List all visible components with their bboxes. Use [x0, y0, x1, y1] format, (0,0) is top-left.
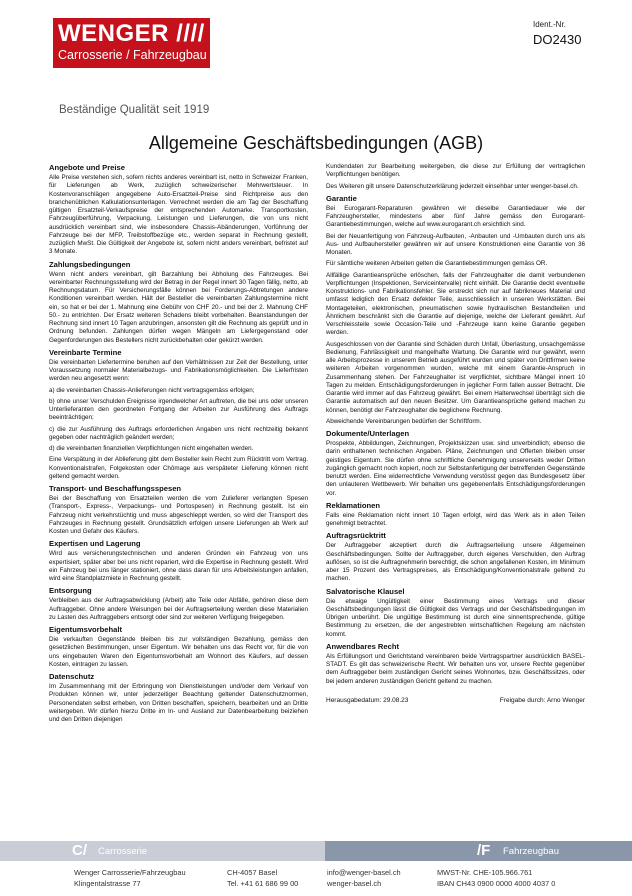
page-title: Allgemeine Geschäftsbedingungen (AGB): [148, 133, 484, 153]
agb-section: [326, 587, 585, 639]
section-paragraph: Kundendaten zur Bearbeitung weitergeben, die diese zur Erfüllung der vertraglichen Verpflichtungen benötigen.: [326, 163, 585, 179]
section-heading: Angebote und Preise: [49, 163, 125, 172]
section-heading: Dokumente/Unterlagen: [326, 429, 410, 438]
section-paragraph: Bei der Beschaffung von Ersatzteilen werden die vom Zulieferer verlangten Spesen (Transport-, Express-, Verpackungs- und Portospesen) in Rechnung gestellt. Ist ein Fahrzeug nicht verkehrstüchtig und muss abgeschleppt werden, so wird der Transport des Fahrzeuges in Rechnung gestellt. Grundsätzlich erfolgen unsere Lieferungen ab Werk auf Kosten und Gefahr des Käufers.: [49, 495, 308, 535]
section-heading: Expertisen und Lagerung: [49, 539, 141, 549]
left-column: [49, 163, 308, 727]
agb-section: [326, 194, 585, 426]
document-id-value: DO2430: [533, 32, 582, 47]
section-paragraph: a) die vereinbarten Chassis-Anlieferungen nicht vertragsgemäss erfolgen;: [49, 386, 255, 394]
section-paragraph: Allfällige Garantieansprüche erlöschen, falls der Fahrzeughalter die damit verbundenen Verpflichtungen (Inspektionen, Serviceintervalle) nicht einhält. Die Garantie deckt eventuelle Konstruktions- und Fabrikationsfehler. Sie erstreckt sich nur auf fabrikneues Material und umfasst lediglich den Ersatz defekter Teile, ausschliesslich in unseren Werkstätten. Bei Montageteilen, elektronischen, pneumatischen sowie hydraulischen Bestandteilen und Ähnlichem beschränkt sich die Garantie auf diejenige, welche der Lieferant gewährt. Auf Verschleissteile sowie Occasion-Teile und -Fahrzeuge kann keine Garantie gegeben werden.: [326, 271, 585, 337]
footer-band-carrosserie: [0, 841, 325, 861]
carrosserie-label: Carrosserie: [98, 846, 148, 857]
footer-band-fahrzeugbau: [325, 841, 632, 861]
section-heading: Garantie: [326, 193, 357, 203]
agb-section: [49, 625, 308, 669]
section-paragraph: Des Weiteren gilt unsere Datenschutzerklärung jederzeit einsehbar unter wenger-basel.ch.: [326, 182, 579, 190]
footer-email: info@wenger-basel.ch: [327, 868, 401, 877]
section-paragraph: Eine Verspätung in der Ablieferung gibt dem Besteller kein Recht zum Rücktritt vom Vertrag. Konventionalstrafen, Folgekosten oder Chômage aus verspäteter Lieferung können nicht geltend gemacht werden.: [49, 456, 308, 480]
section-heading: Anwendbares Recht: [326, 641, 400, 651]
issue-date: Herausgabedatum: 29.08.23: [326, 696, 409, 704]
company-logo: [53, 18, 210, 68]
section-heading: Salvatorische Klausel: [326, 586, 405, 596]
section-paragraph: c) die zur Ausführung des Auftrags erforderlichen Angaben uns nicht rechtzeitig bekannt gegeben oder nachträglich geändert werden;: [49, 425, 308, 441]
footer-web: wenger-basel.ch: [327, 879, 382, 888]
release-by: Freigabe durch: Arno Wenger: [499, 696, 585, 704]
document-id: [533, 20, 581, 48]
section-paragraph: Für sämtliche weiteren Arbeiten gelten die Garantiebestimmungen gemäss OR.: [326, 260, 548, 268]
section-heading: Datenschutz: [49, 672, 95, 681]
section-heading: Transport- und Beschaffungsspesen: [49, 484, 182, 493]
fahrzeugbau-mark: /F: [477, 842, 491, 859]
right-column-sections: [326, 163, 585, 686]
section-heading: Eigentumsvorbehalt: [49, 625, 122, 634]
logo-subtitle: Carrosserie / Fahrzeugbau: [58, 48, 207, 62]
fahrzeugbau-label: Fahrzeugbau: [503, 846, 559, 857]
section-paragraph: Im Zusammenhang mit der Erbringung von Dienstleistungen und/oder dem Verkauf von Produkten können wir, unter jederzeitiger Beachtung geltender Datenschutznormen, Personendaten selbst erheben, von Dritten beschaffen, speichern, bearbeiten und an Dritte weitergeben. Wir dürfen hierzu Dritte im In- und Ausland zur Datenbearbeitung beiziehen und den Dritten diejenigen: [49, 683, 308, 723]
section-heading: Zahlungsbedingungen: [49, 259, 131, 269]
document-id-label: Ident.-Nr.: [533, 20, 566, 29]
right-column: [326, 163, 585, 705]
document-meta: [326, 696, 585, 705]
section-paragraph: Die verkauften Gegenstände bleiben bis zur vollständigen Bezahlung, gemäss den gesetzlichen Bestimmungen, unser Eigentum. Wir behalten uns das Recht vor, für die von uns eingebauten Waren den Eigentumsvorbehalt am Wohnort des Käufers, auf dessen Kosten, eintragen zu lassen.: [49, 636, 308, 668]
agb-section: [49, 348, 308, 481]
agb-section: [326, 429, 585, 498]
footer-phone: Tel. +41 61 686 99 00: [227, 879, 299, 888]
agb-section: [326, 642, 585, 686]
section-heading: Vereinbarte Termine: [49, 347, 122, 357]
logo-wordmark: WENGER ////: [58, 20, 205, 47]
section-paragraph: Die vereinbarten Liefertermine beruhen auf den Verhältnissen zur Zeit der Bestellung, unter Voraussetzung normaler Materialbezugs- und Fabrikationsmöglichkeiten. Die Lieferfristen werden neu angesetzt wenn:: [49, 358, 308, 383]
agb-section: [49, 539, 308, 583]
section-heading: Entsorgung: [49, 586, 92, 596]
section-paragraph: Bei der Neuanfertigung von Fahrzeug-Aufbauten, -Anbauten und -Umbauten durch uns als Aus- und Aufbauhersteller gewähren wir auf unsere Konstruktionen eine Garantie von 36 Monaten.: [326, 232, 585, 256]
section-paragraph: Ausgeschlossen von der Garantie sind Schäden durch Unfall, Überlastung, unsachgemässe Bedienung, Fahrlässigkeit und mangelhafte Wartung. Die Garantie wird nur gewährt, wenn alle Arbeitsprozesse in unserem Betrieb ausgeführt wurden und später von Drittfirmen keine weiteren Arbeiten vorgenommen wurden, welche mit einem Garantie-Anspruch in Zusammenhang stehen. Der Fahrzeughalter ist verpflichtet, sichtbare Mängel innert 10 Tagen zu melden. Entschädigungsforderungen in jeglicher Form fallen ausser Betracht. Die Garantie wird immer auf das Fahrzeug gewährt. Bei einem Halterwechsel überträgt sich die Garantie automatisch auf den neuen Besitzer. Um Garantieansprüche geltend machen zu können, benötigt der Fahrzeughalter die beglichene Rechnung.: [326, 340, 585, 414]
footer-street: Klingentalstrasse 77: [74, 879, 141, 888]
section-paragraph: Wird aus versicherungstechnischen und anderen Gründen ein Fahrzeug von uns expertisiert, später aber bei uns nicht repariert, wird die Expertise in Rechnung gestellt. Wird ein Fahrzeug bei uns länger stationiert, ohne dass daran für uns Arbeitsleistungen anfallen, wird eine Standplatzmiete in Rechnung gestellt.: [49, 550, 308, 582]
agb-section: [49, 672, 308, 724]
section-paragraph: Als Erfüllungsort und Gerichtstand vereinbaren beide Vertragspartner ausdrücklich BASEL-STADT. Es gilt das schweizerische Recht. Wir behalten uns vor, unsere Rechte gegenüber dem Auftraggeber beim zuständigen Gericht seines Wohnortes, bzw. Geschäftssitzes, oder bei jedem anderen zuständigen Gericht geltend zu machen.: [326, 652, 585, 685]
section-paragraph: Bei Eurogarant-Reparaturen gewähren wir dieselbe Garantiedauer wie der Fahrzeughersteller, mindestens aber fünf Jahre gemäss den Eurogarant-Garantiebestimmungen, welche auf www.eurogarant.ch ersichtlich sind.: [326, 204, 585, 229]
section-paragraph: Alle Preise verstehen sich, sofern nichts anderes vereinbart ist, netto in Schweizer Franken, für Lieferungen ab Werk, zuzüglich schweizerischer Mehrwertsteuer. In Kostenvoranschlägen angegebene Auto-Ersatzteil-Preise sind Richtpreise aus den branchenüblichen Kalkulationsunterlagen. Verrechnet werden die am Tag der Beschaffung gültigen Ersatzteil-Verkaufspreise der entsprechenden Automarke. Transportkosten, Fahrzeugüberführung, Verpackung, Leistungen und Lieferungen, die von uns nicht ausdrücklich vereinbart sind, wie insbesondere Chassis-Abänderungen, Vorführung der Fahrzeuge bei der MFP, Treibstoffbezüge etc., werden separat in Rechnung gestellt, zuzüglich MwSt. Die Gültigkeit der Angebote ist, sofern nicht anders vereinbart, befristet auf 3 Monate.: [49, 174, 308, 256]
agb-section: [326, 163, 585, 191]
section-paragraph: Abweichende Vereinbarungen bedürfen der Schriftform.: [326, 417, 482, 425]
section-heading: Reklamationen: [326, 500, 381, 510]
footer-iban: IBAN CH43 0900 0000 4000 4037 0: [437, 879, 556, 888]
section-paragraph: Verbleiben aus der Auftragsabwicklung (Arbeit) alte Teile oder Abfälle, gehören diese dem Auftraggeber. Ohne andere Weisungen bei der Auftragserteilung werden diese Materialien zu Lasten des Auftraggebers entsorgt oder sind zur weiteren Verfügung freigegeben.: [49, 597, 308, 621]
agb-section: [326, 531, 585, 583]
section-paragraph: Prospekte, Abbildungen, Zeichnungen, Projektskizzen usw. sind unverbindlich; ebenso die darin enthaltenen technischen Angaben. Pläne, Zeichnungen und Offerten bleiben unser geistiges Eigentum. Sie dürfen ohne schriftliche Genehmigung unsererseits weder Dritten zugänglich gemacht noch kopiert, noch zur Selbstanfertigung der betreffenden Gegenstände benutzt werden. Eine widerrechtliche Verwendung verstösst gegen das Bundesgesetz über den unlauteren Wettbewerb. Wir behalten uns gegebenenfalls Entschädigungsforderungen vor.: [326, 440, 585, 497]
agb-section: [49, 163, 308, 257]
section-paragraph: d) die vereinbarten finanziellen Verpflichtungen nicht eingehalten werden.: [49, 445, 254, 452]
carrosserie-mark: C/: [72, 842, 87, 859]
section-paragraph: Der Auftraggeber akzeptiert durch die Auftragserteilung unsere Allgemeinen Geschäftsbedingungen. Sollte der Auftraggeber, durch eigenes Verschulden, den Auftrag auflösen, so ist die Auftragnehmerin berechtigt, die schon angefallenen Kosten, im Minimum aber 15 Prozent des Vertragspreises, als Entschädigung/Konventionalstrafe geltend zu machen.: [326, 542, 585, 583]
section-paragraph: b) ohne unser Verschulden Ereignisse irgendwelcher Art auftreten, die bei uns oder unseren Unterlieferanten den geordneten Fortgang der Arbeiten zur Ausführung des Auftrags beeinträchtigen;: [49, 397, 308, 422]
agb-section: [326, 501, 585, 529]
tagline: Beständige Qualität seit 1919: [59, 104, 210, 116]
section-paragraph: Falls eine Reklamation nicht innert 10 Tagen erfolgt, wird das Werk als in allen Teilen genehmigt betrachtet.: [326, 511, 585, 527]
footer-city: CH-4057 Basel: [227, 868, 278, 877]
section-paragraph: Die etwaige Ungültigkeit einer Bestimmung eines Vertrags und dieser Geschäftsbedingungen lässt die Gültigkeit des Vertrags und der Geschäftsbedingungen im Übrigen unberührt. Die ungültige Bestimmung ist durch eine sinnentsprechende, gültige Bestimmung zu ersetzen, die der angestrebten wirtschaftlichen Regelung am nächsten kommt.: [326, 597, 585, 638]
section-heading: Auftragsrücktritt: [326, 531, 386, 541]
agb-section: [49, 586, 308, 622]
agb-section: [49, 260, 308, 345]
section-paragraph: Wenn nicht anders vereinbart, gilt Barzahlung bei Abholung des Fahrzeuges. Bei vereinbarter Rechnungsstellung wird der Betrag in der Regel innert 30 Tagen fällig, netto, ab Rechnungsdatum. Für Versicherungsfälle können bei Forderungs-Abtretungen andere Konditionen vereinbart werden. Hält der Besteller die vereinbarten Zahlungstermine nicht ein, so hat er bei der 1. Mahnung eine Gebühr von CHF 20.- und bei der 2. Mahnung CHF 50.- zu entrichten. Der Ersatz weiteren Schadens bleibt vorbehalten. Beanstandungen der Rechnung sind innert 10 Tagen anzubringen, ansonsten gilt die Rechnung als geprüft und in Ordnung befunden. Zahlungen dürfen wegen Mängeln am Liefergegenstand oder Gegenforderungen des Bestellers nicht zurückbehalten oder gekürzt werden.: [49, 270, 308, 344]
agb-section: [49, 484, 308, 536]
footer-company: Wenger Carrosserie/Fahrzeugbau: [74, 868, 186, 877]
footer: [0, 841, 632, 896]
footer-vat: MWST-Nr. CHE-105.966.761: [437, 868, 533, 877]
